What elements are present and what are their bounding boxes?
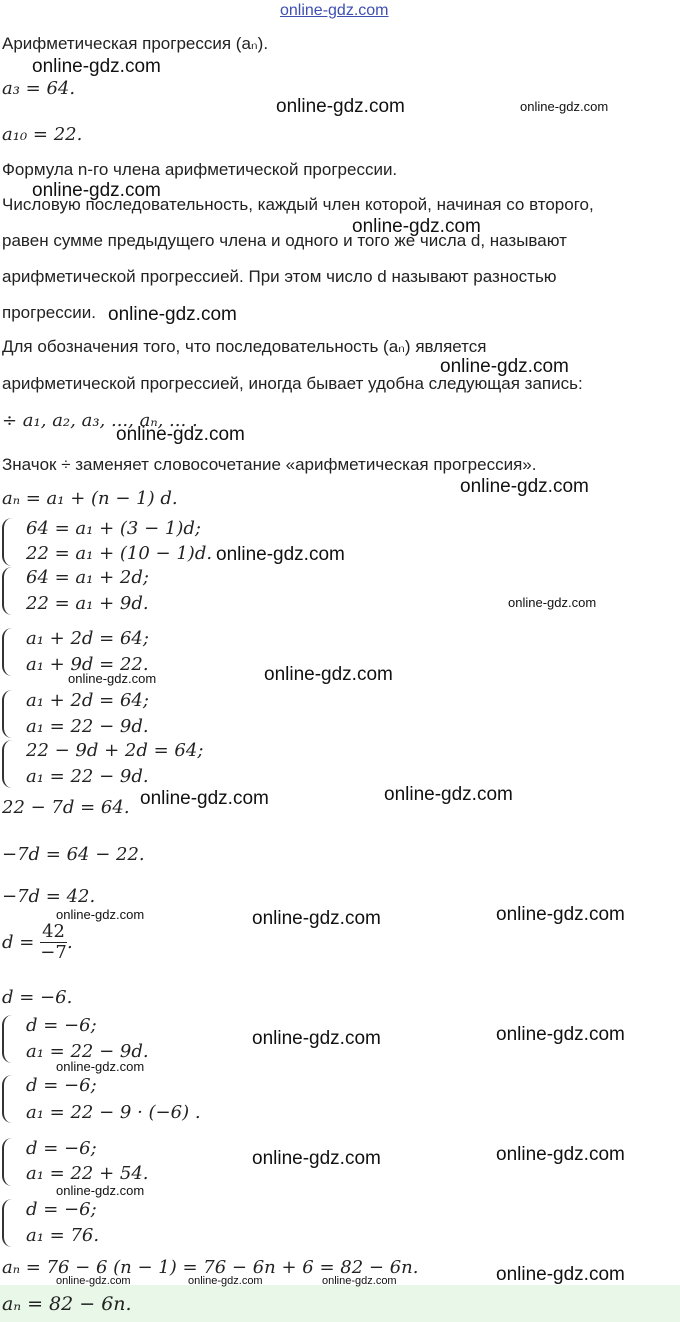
- answer: aₙ = 82 − 6n.: [2, 1293, 132, 1315]
- fraction-denominator: −7: [40, 942, 67, 963]
- watermark: online-gdz.com: [56, 1183, 145, 1198]
- system-6-eq-1: d = −6;: [26, 1015, 97, 1036]
- system-4-eq-2: a₁ = 22 − 9d.: [26, 716, 149, 737]
- equation-3: −7d = 42.: [2, 886, 96, 907]
- notation-note: Значок ÷ заменяет словосочетание «арифметическая прогрессия».: [2, 455, 537, 474]
- system-5-eq-2: a₁ = 22 − 9d.: [26, 766, 149, 787]
- system-7-eq-1: d = −6;: [26, 1075, 97, 1096]
- given-a3: a₃ = 64.: [2, 78, 76, 99]
- fraction: [40, 922, 67, 963]
- equation-5: d = −6.: [2, 987, 73, 1008]
- watermark: online-gdz.com: [68, 671, 157, 686]
- definition-line-3: арифметической прогрессией. При этом число d называют разностью: [2, 267, 557, 286]
- system-brace-1: [2, 518, 13, 566]
- system-6-eq-2: a₁ = 22 − 9d.: [26, 1041, 149, 1062]
- watermark: online-gdz.com: [56, 907, 145, 922]
- system-2-eq-2: 22 = a₁ + 9d.: [26, 593, 149, 614]
- watermark: online-gdz.com: [508, 595, 597, 610]
- given-a10: a₁₀ = 22.: [2, 124, 83, 145]
- system-3-eq-2: a₁ + 9d = 22.: [26, 654, 149, 675]
- nth-term-formula: aₙ = a₁ + (n − 1) d.: [2, 488, 178, 509]
- system-3-eq-1: a₁ + 2d = 64;: [26, 628, 149, 649]
- watermark: online-gdz.com: [352, 216, 481, 237]
- system-brace-3: [2, 628, 13, 676]
- system-7-eq-2: a₁ = 22 − 9 · (−6) .: [26, 1102, 201, 1123]
- system-brace-7: [2, 1075, 13, 1123]
- notation-sequence: ÷ a₁, a₂, a₃, ..., aₙ, ... .: [2, 410, 198, 431]
- watermark: online-gdz.com: [56, 1059, 145, 1074]
- watermark: online-gdz.com: [32, 180, 161, 201]
- notation-line-1: Для обозначения того, что последовательность (aₙ) является: [2, 337, 487, 356]
- watermark: online-gdz.com: [116, 424, 245, 445]
- watermark: online-gdz.com: [188, 1275, 263, 1287]
- system-4-eq-1: a₁ + 2d = 64;: [26, 690, 149, 711]
- fraction-numerator: 42: [42, 921, 65, 942]
- system-8-eq-2: a₁ = 22 + 54.: [26, 1163, 149, 1184]
- watermark-top-link[interactable]: online-gdz.com: [280, 2, 389, 19]
- watermark: online-gdz.com: [108, 304, 237, 325]
- watermark: online-gdz.com: [322, 1275, 397, 1287]
- watermark: online-gdz.com: [440, 356, 569, 377]
- watermark: online-gdz.com: [252, 908, 381, 929]
- watermark: online-gdz.com: [520, 99, 609, 114]
- definition-line-4: прогрессии.: [2, 303, 96, 322]
- final-calculation: aₙ = 76 − 6 (n − 1) = 76 − 6n + 6 = 82 − 6n.: [2, 1257, 419, 1278]
- watermark: online-gdz.com: [496, 1264, 625, 1285]
- watermark: online-gdz.com: [496, 904, 625, 925]
- system-9-eq-1: d = −6;: [26, 1199, 97, 1220]
- watermark: online-gdz.com: [264, 664, 393, 685]
- system-9-eq-2: a₁ = 76.: [26, 1225, 100, 1246]
- system-brace-6: [2, 1015, 13, 1063]
- problem-title: Арифметическая прогрессия (aₙ).: [2, 34, 269, 53]
- fraction-end: .: [66, 932, 73, 953]
- system-1-eq-1: 64 = a₁ + (3 − 1)d;: [26, 518, 201, 539]
- system-brace-8: [2, 1138, 13, 1186]
- watermark: online-gdz.com: [496, 1144, 625, 1165]
- system-5-eq-1: 22 − 9d + 2d = 64;: [26, 740, 204, 761]
- watermark: online-gdz.com: [276, 96, 405, 117]
- fraction-equation: [2, 922, 73, 963]
- system-brace-2: [2, 567, 13, 615]
- system-2-eq-1: 64 = a₁ + 2d;: [26, 567, 149, 588]
- watermark: online-gdz.com: [56, 1275, 131, 1287]
- watermark: online-gdz.com: [216, 544, 345, 565]
- definition-line-2: равен сумме предыдущего члена и одного и того же числа d, называют: [2, 231, 567, 250]
- equation-2: −7d = 64 − 22.: [2, 844, 145, 865]
- notation-line-2: арифметической прогрессией, иногда бывает удобна следующая запись:: [2, 374, 583, 393]
- system-8-eq-1: d = −6;: [26, 1138, 97, 1159]
- watermark: online-gdz.com: [32, 56, 161, 77]
- definition-line-1: Числовую последовательность, каждый член которой, начиная со второго,: [2, 195, 594, 214]
- watermark: online-gdz.com: [252, 1148, 381, 1169]
- watermark: online-gdz.com: [460, 476, 589, 497]
- system-brace-5: [2, 740, 13, 788]
- equation-1: 22 − 7d = 64.: [2, 797, 130, 818]
- system-brace-9: [2, 1199, 13, 1247]
- fraction-lhs: d =: [2, 932, 35, 953]
- system-brace-4: [2, 690, 13, 738]
- watermark: online-gdz.com: [496, 1024, 625, 1045]
- watermark: online-gdz.com: [384, 784, 513, 805]
- system-1-eq-2: 22 = a₁ + (10 − 1)d.: [26, 543, 213, 564]
- watermark: online-gdz.com: [140, 788, 269, 809]
- formula-heading: Формула n-го члена арифметической прогрессии.: [2, 160, 398, 179]
- watermark: online-gdz.com: [252, 1028, 381, 1049]
